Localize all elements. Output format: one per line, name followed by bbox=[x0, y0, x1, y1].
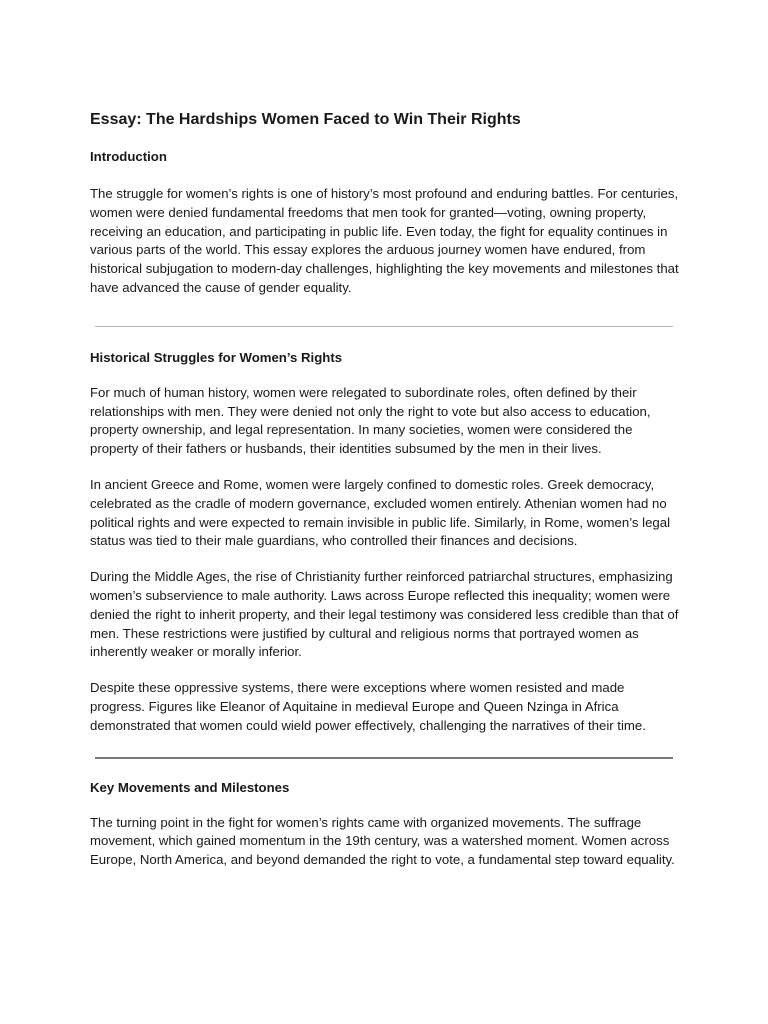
historical-paragraph-4: Despite these oppressive systems, there were exceptions where women resisted and made progress. Figures like Eleanor of Aquitaine in medieval Europe and Queen Nzinga in Africa demonstrated that women could wield power effectively, challenging the narratives of their time. bbox=[90, 680, 646, 733]
document-title: Essay: The Hardships Women Faced to Win Their Rights bbox=[90, 111, 521, 128]
key-movements-paragraph-1: The turning point in the fight for women’s rights came with organized movements. The suffrage movement, which gained momentum in the 19th century, was a watershed moment. Women across Europe, North America, and beyond demanded the right to vote, a fundamental step toward equality. bbox=[90, 814, 675, 868]
section-divider bbox=[95, 757, 673, 759]
historical-paragraph-2: In ancient Greece and Rome, women were largely confined to domestic roles. Greek democracy, celebrated as the cradle of modern governance, excluded women entirely. Athenian women had no political rights and were expected to remain invisible in public life. Similarly, in Rome, women’s legal status was tied to their male guardians, who controlled their finances and decisions. bbox=[90, 476, 671, 549]
introduction-paragraph: The struggle for women’s rights is one of history’s most profound and enduring battles. For centuries, women were denied fundamental freedoms that men took for granted—voting, owning property, receiving an education, and participating in public life. Even today, the fight for equality continues in various parts of the world. This essay explores the arduous journey women have endured, from historical subjugation to modern-day challenges, highlighting the key movements and milestones that have advanced the cause of gender equality. bbox=[90, 186, 679, 295]
historical-paragraph-1: For much of human history, women were relegated to subordinate roles, often defined by their relationships with men. They were denied not only the right to vote but also access to education, property ownership, and legal representation. In many societies, women were considered the property of their fathers or husbands, their identities subsumed by the men in their lives. bbox=[90, 384, 651, 457]
document-page bbox=[90, 110, 682, 870]
section-heading-historical-struggles: Historical Struggles for Women’s Rights bbox=[90, 349, 343, 365]
section-heading-introduction: Introduction bbox=[90, 149, 167, 164]
section-heading-key-movements: Key Movements and Milestones bbox=[90, 779, 290, 795]
historical-paragraph-3: During the Middle Ages, the rise of Christianity further reinforced patriarchal structures, emphasizing women’s subservience to male authority. Laws across Europe reflected this inequality; women were denied the right to inherit property, and their legal testimony was considered less credible than that of men. These restrictions were justified by cultural and religious norms that portrayed women as inherently weaker or morally inferior. bbox=[90, 569, 679, 660]
section-divider bbox=[95, 326, 673, 327]
